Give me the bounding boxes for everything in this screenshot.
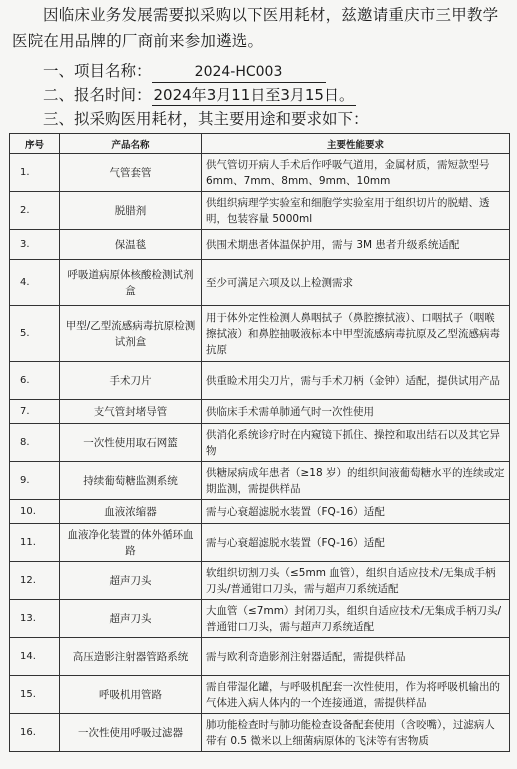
row-number: 9. (10, 462, 60, 500)
table-row (10, 400, 510, 424)
table-row (10, 676, 510, 714)
product-name: 持续葡萄糖监测系统 (60, 462, 202, 500)
requirement: 至少可满足六项及以上检测需求 (202, 260, 510, 306)
requirement: 需与欧利奇造影剂注射器适配，需提供样品 (202, 638, 510, 676)
table-row (10, 524, 510, 562)
row-number: 13. (10, 600, 60, 638)
table-row (10, 714, 510, 752)
row-number: 16. (10, 714, 60, 752)
requirement: 用于体外定性检测人鼻咽拭子（鼻腔擦拭液）、口咽拭子（咽喉擦拭液）和鼻腔抽吸液标本中甲型流感病毒抗原及乙型流感病毒抗原 (202, 306, 510, 362)
table-row (10, 306, 510, 362)
product-name: 血液净化装置的体外循环血路 (60, 524, 202, 562)
product-name: 超声刀头 (60, 562, 202, 600)
row-number: 14. (10, 638, 60, 676)
intro-paragraph: 因临床业务发展需要拟采购以下医用耗材，兹邀请重庆市三甲教学医院在用品牌的厂商前来参加遴选。 (12, 6, 499, 50)
requirement: 需自带湿化罐，与呼吸机配套一次性使用，作为将呼吸机输出的气体进入病人体内的一个连接通道，需提供样品 (202, 676, 510, 714)
requirement: 软组织切割刀头（≤5mm 血管），组织自适应技术/无集成手柄刀头/普通钳口刀头，需与超声刀系统适配 (202, 562, 510, 600)
product-name: 呼吸机用管路 (60, 676, 202, 714)
row-number: 12. (10, 562, 60, 600)
signup-time-line (43, 82, 356, 108)
row-number: 7. (10, 400, 60, 424)
product-name: 手术刀片 (60, 362, 202, 400)
project-name-value: 2024-HC003 (152, 62, 326, 83)
product-name: 呼吸道病原体核酸检测试剂盒 (60, 260, 202, 306)
table-row (10, 600, 510, 638)
section-three-heading: 三、拟采购医用耗材，其主要用途和要求如下： (43, 110, 369, 128)
product-name: 一次性使用呼吸过滤器 (60, 714, 202, 752)
table-row (10, 362, 510, 400)
consumables-table (9, 133, 510, 752)
requirement: 供糖尿病成年患者（≥18 岁）的组织间液葡萄糖水平的连续或定期监测，需提供样品 (202, 462, 510, 500)
table-row (10, 192, 510, 230)
row-number: 8. (10, 424, 60, 462)
table-row (10, 230, 510, 260)
row-number: 15. (10, 676, 60, 714)
requirement: 供消化系统诊疗时在内窥镜下抓住、操控和取出结石以及其它异物 (202, 424, 510, 462)
requirement: 肺功能检查时与肺功能检查设备配套使用（含咬嘴），过滤病人带有 0.5 微米以上细菌病原体的飞沫等有害物质 (202, 714, 510, 752)
table-row (10, 500, 510, 524)
row-number: 1. (10, 154, 60, 192)
product-name: 一次性使用取石网篮 (60, 424, 202, 462)
row-number: 2. (10, 192, 60, 230)
signup-time-value: 2024年3月11日至3月15日。 (153, 86, 354, 104)
requirement: 需与心衰超滤脱水装置（FQ-16）适配 (202, 524, 510, 562)
product-name: 甲型/乙型流感病毒抗原检测试剂盒 (60, 306, 202, 362)
project-name-label: 一、项目名称： (43, 62, 152, 80)
product-name: 超声刀头 (60, 600, 202, 638)
row-number: 3. (10, 230, 60, 260)
header-requirements: 主要性能要求 (202, 134, 510, 154)
requirement: 供临床手术需单肺通气时一次性使用 (202, 400, 510, 424)
requirement: 供围术期患者体温保护用，需与 3M 患者升级系统适配 (202, 230, 510, 260)
requirement: 需与心衰超滤脱水装置（FQ-16）适配 (202, 500, 510, 524)
product-name: 气管套管 (60, 154, 202, 192)
project-name-line (43, 58, 326, 84)
product-name: 支气管封堵导管 (60, 400, 202, 424)
row-number: 6. (10, 362, 60, 400)
table-row (10, 462, 510, 500)
product-name: 保温毯 (60, 230, 202, 260)
table-row (10, 424, 510, 462)
row-number: 10. (10, 500, 60, 524)
requirement: 供组织病理学实验室和细胞学实验室用于组织切片的脱蜡、透明，包装容量 5000ml (202, 192, 510, 230)
table-row (10, 562, 510, 600)
row-number: 4. (10, 260, 60, 306)
requirement: 供气管切开病人手术后作呼吸气道用，金属材质，需短款型号 6mm、7mm、8mm、9mm、10mm (202, 154, 510, 192)
table-header-row (10, 134, 510, 154)
signup-time-label: 二、报名时间： (43, 86, 152, 104)
requirement: 供重睑术用尖刀片，需与手术刀柄（金钟）适配，提供试用产品 (202, 362, 510, 400)
product-name: 高压造影注射器管路系统 (60, 638, 202, 676)
table-row (10, 638, 510, 676)
table-row (10, 154, 510, 192)
header-no: 序号 (10, 134, 60, 154)
product-name: 脱腊剂 (60, 192, 202, 230)
header-product-name: 产品名称 (60, 134, 202, 154)
product-name: 血液浓缩器 (60, 500, 202, 524)
row-number: 11. (10, 524, 60, 562)
row-number: 5. (10, 306, 60, 362)
table-row (10, 260, 510, 306)
requirement: 大血管（≤7mm）封闭刀头，组织自适应技术/无集成手柄刀头/普通钳口刀头，需与超声刀系统适配 (202, 600, 510, 638)
